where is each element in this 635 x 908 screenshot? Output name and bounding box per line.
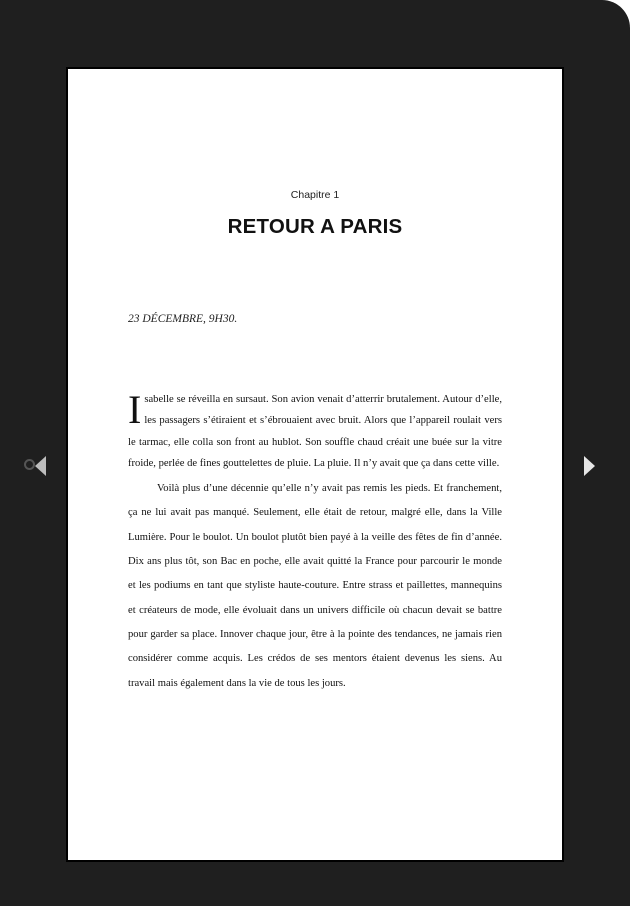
chevron-right-icon[interactable] <box>584 456 595 476</box>
chapter-label: Chapitre 1 <box>290 189 340 201</box>
chevron-left-icon[interactable] <box>35 456 46 476</box>
chapter-body <box>128 389 502 696</box>
reader-screen <box>66 67 564 862</box>
book-page <box>128 69 502 860</box>
paragraph-2: Voilà plus d’une décennie qu’elle n’y avait pas remis les pieds. Et franchement, ça ne lui avait pas manqué. Seulement, elle était de retour, malgré elle, dans la Ville Lumière. Pour le boulot. Un boulot plutôt bien payé à la veille des fêtes de fin d’année. Dix ans plus tôt, son Bac en poche, elle avait quitté la France pour parcourir le monde et les podiums en tant que styliste haute-couture. Entre strass et paillettes, mannequins et créateurs de mode, elle évoluait dans un univers difficile où chacun devait se battre pour garder sa place. Innover chaque jour, être à la pointe des tendances, ne jamais rien considérer comme acquis. Les crédos de ses mentors étaient devenus les siens. Au travail mais également dans la vie de tous les jours. <box>128 483 502 689</box>
drop-cap: I <box>128 387 142 432</box>
paragraph-1 <box>128 389 502 474</box>
paragraph-1-text: sabelle se réveilla en sursaut. Son avion venait d’atterrir brutalement. Autour d’elle, les passagers s’étiraient et s’ébrouaient avec bruit. Alors que l’appareil roulait vers le tarmac, elle colla son front au hublot. Son souffle chaud créait une buée sur la vitre froide, perlée de fines gouttelettes de pluie. La pluie. Il n’y avait que ça dans cette ville. <box>128 394 502 469</box>
chapter-title: RETOUR A PARIS <box>227 215 403 238</box>
dateline: 23 DÉCEMBRE, 9H30. <box>128 313 238 325</box>
cursor-ring-icon <box>24 459 35 470</box>
